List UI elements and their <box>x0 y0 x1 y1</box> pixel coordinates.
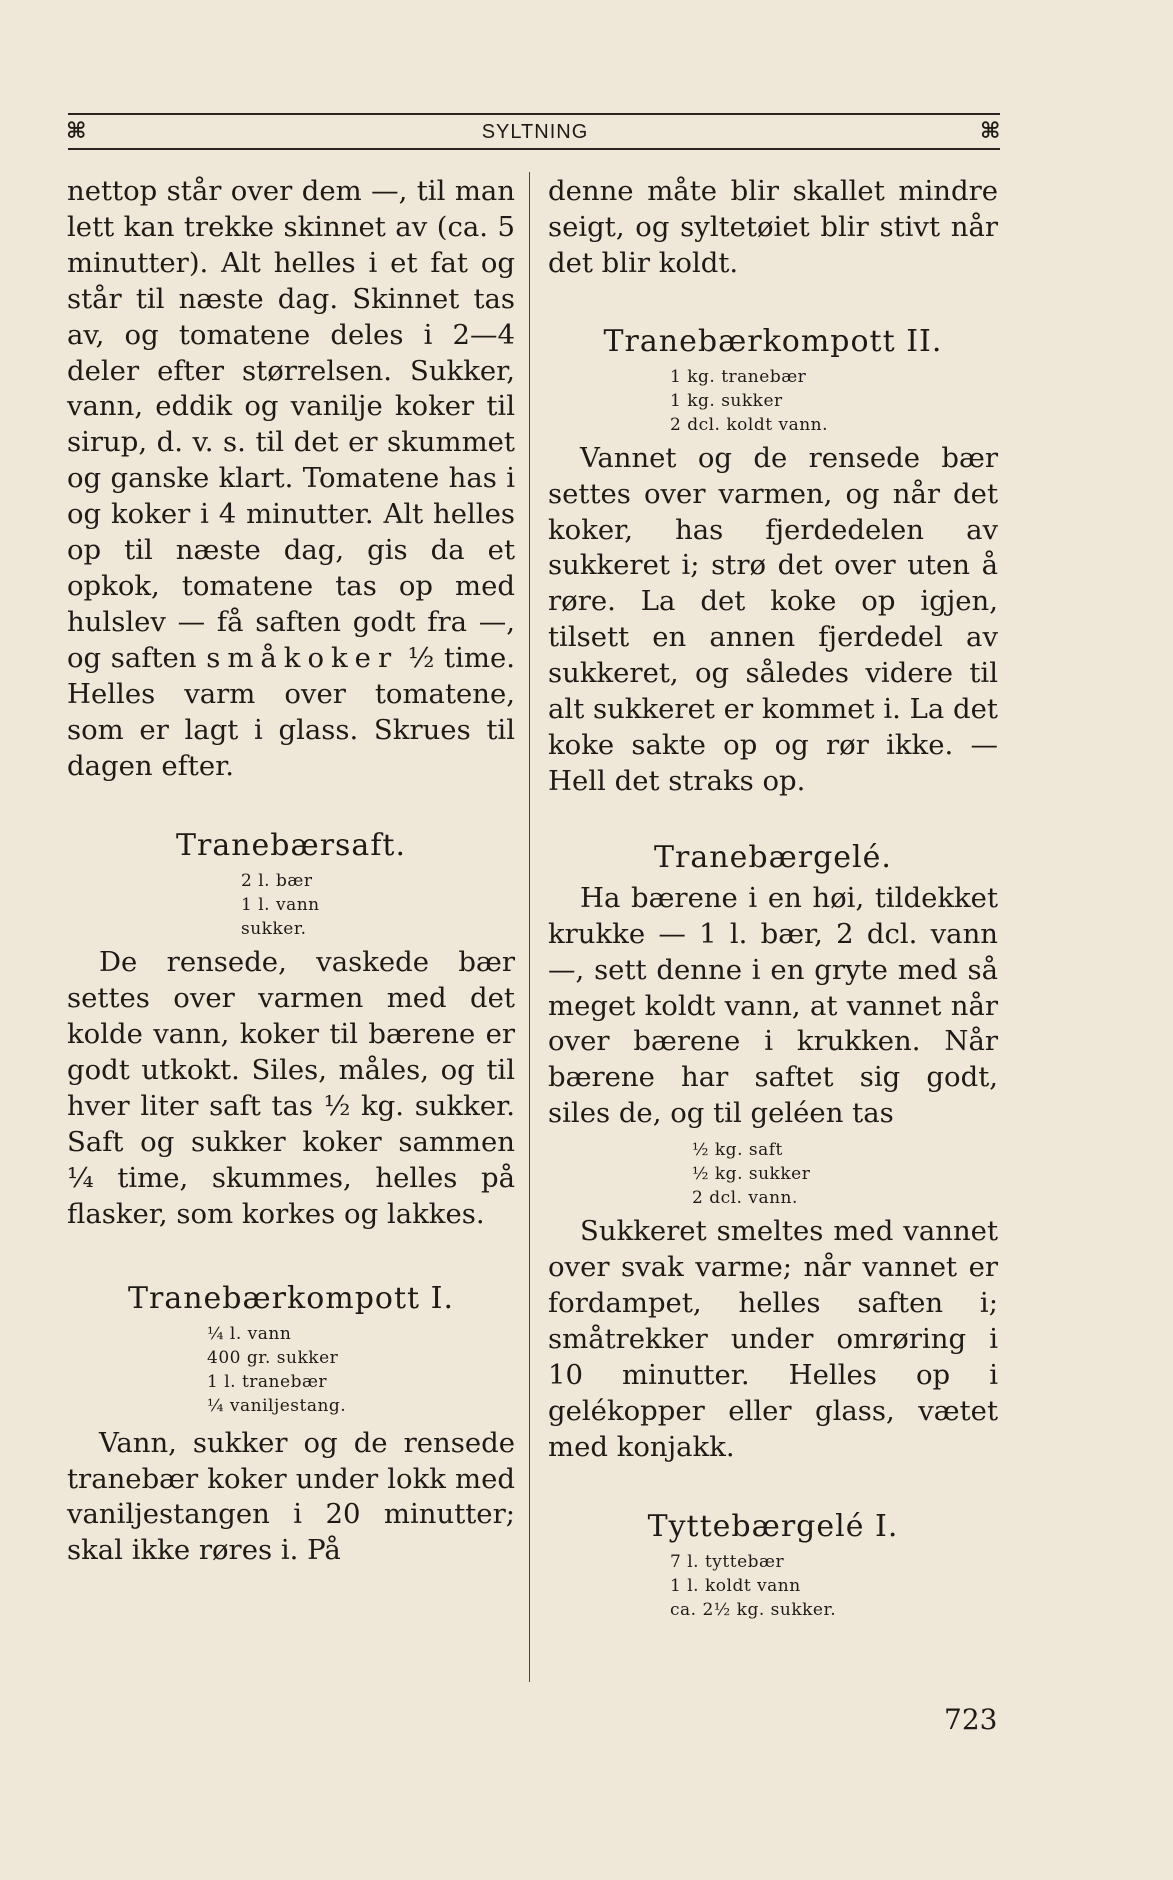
heading-tranebaergele: Tranebærgelé. <box>654 839 892 875</box>
ingredient-list-kompott-2 <box>670 365 998 437</box>
ingredient-line: 400 gr. sukker <box>207 1347 339 1368</box>
ingredient-line: 1 l. tranebær <box>207 1371 328 1392</box>
ingredient-list-kompott-1 <box>207 1322 515 1418</box>
ingredient-line: ½ kg. sukker <box>692 1164 811 1185</box>
ingredient-line: 1 kg. tranebær <box>670 366 807 387</box>
header-top-rule <box>68 113 1000 115</box>
intro-spaced-word: småkoker <box>206 641 399 674</box>
ingredient-line: 2 l. bær <box>241 871 313 892</box>
running-header-title: SYLTNING <box>481 121 589 143</box>
header-ornament-right: ⌘ <box>980 118 1001 144</box>
ingredient-line: 1 l. vann <box>241 895 320 916</box>
paragraph-kompott-2: Vannet og de rensede bær settes over varmen, og når det koker, has fjerdedelen av sukkeret i; strø det over uten å røre. La det koke op igjen, tilsett en annen fjerdedel av sukkeret, og således videre til alt sukkeret er kommet i. La det koke sakte op og rør ikke. — Hell det straks op. <box>548 441 998 797</box>
ingredient-line: 7 l. tyttebær <box>670 1552 785 1573</box>
ingredient-line: 2 dcl. koldt vann. <box>670 414 828 435</box>
right-column <box>548 174 998 1622</box>
ingredient-line: ½ kg. saft <box>692 1140 783 1161</box>
intro-text: nettop står over dem —, til man lett kan trekke skinnet av (ca. 5 minutter). Alt helles i et fat og står til næste dag. Skinnet tas av, og tomatene deles i 2—4 deler efter størrelsen. Sukker, vann, eddik og vanilje koker til sirup, d. v. s. til det er skummet og ganske klart. Tomatene has i og koker i 4 minutter. Alt helles op til næste dag, gis da et opkok, tomatene tas op med hulslev — få saften godt fra —, og saften <box>67 175 515 674</box>
ingredient-list-saft <box>241 869 515 941</box>
ingredient-list-tyttebaer <box>670 1550 998 1622</box>
ingredient-line: 1 l. koldt vann <box>670 1576 801 1597</box>
ingredient-line: 1 kg. sukker <box>670 390 783 411</box>
page-number: 723 <box>944 1703 998 1736</box>
header-ornament-left: ⌘ <box>66 118 87 144</box>
paragraph-gele-1: Ha bærene i en høi, tildekket krukke — 1 l. bær, 2 dcl. vann —, sett denne i en gryte med så meget koldt vann, at vannet når over bærene i krukken. Når bærene har saftet sig godt, siles de, og til geléen tas <box>548 881 998 1130</box>
continuation-paragraph: denne måte blir skallet mindre seigt, og syltetøiet blir stivt når det blir koldt. <box>548 175 998 279</box>
ingredient-line: sukker. <box>241 919 307 940</box>
ingredient-line: ¼ l. vann <box>207 1323 292 1344</box>
heading-tyttebaergele: Tyttebærgelé I. <box>647 1509 899 1545</box>
header-bottom-rule <box>68 148 1000 150</box>
paragraph-saft: De rensede, vaskede bær settes over varmen med det kolde vann, koker til bærene er godt utkokt. Siles, måles, og til hver liter saft tas ½ kg. sukker. Saft og sukker koker sammen ¼ time, skummes, helles på flasker, som korkes og lakkes. <box>67 946 515 1230</box>
intro-paragraph <box>67 174 515 784</box>
ingredient-list-gele <box>692 1138 998 1210</box>
ingredient-line: 2 dcl. vann. <box>692 1188 798 1209</box>
paragraph-gele-2: Sukkeret smeltes med vannet over svak varme; når vannet er fordampet, helles saften i; småtrekker under omrøring i 10 minutter. Helles op i gelékopper eller glass, vætet med konjakk. <box>548 1215 998 1463</box>
heading-kompott-1: Tranebærkompott I. <box>127 1280 455 1316</box>
heading-kompott-2: Tranebærkompott II. <box>603 323 943 359</box>
column-divider <box>529 172 530 1682</box>
intro-tail: ½ time. Helles varm over tomatene, som er lagt i glass. Skrues til dagen efter. <box>67 641 515 782</box>
heading-tranebaersaft: Tranebærsaft. <box>175 828 407 864</box>
paragraph-kompott-1: Vann, sukker og de rensede tranebær koker under lokk med vaniljestangen i 20 minutter; skal ikke røres i. På <box>67 1426 515 1567</box>
ingredient-line: ca. 2½ kg. sukker. <box>670 1600 837 1621</box>
left-column <box>67 174 515 1569</box>
ingredient-line: ¼ vaniljestang. <box>207 1395 347 1416</box>
